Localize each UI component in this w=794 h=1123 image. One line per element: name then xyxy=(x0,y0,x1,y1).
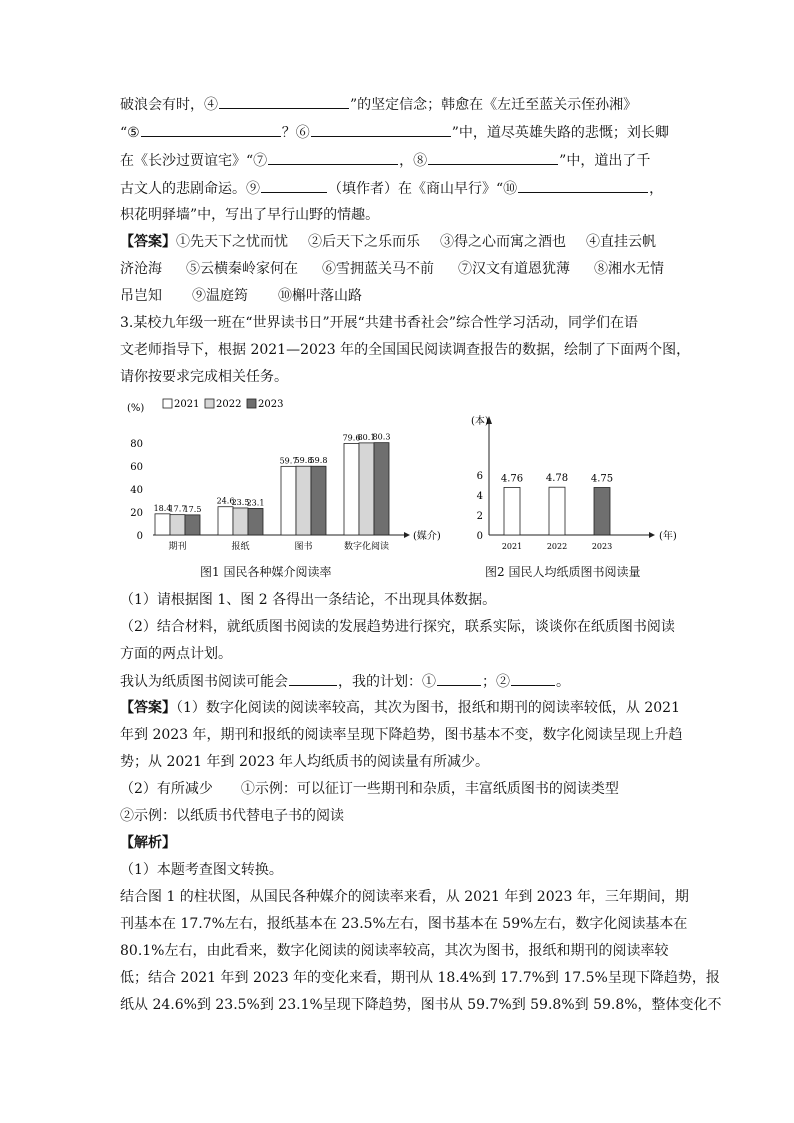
bar xyxy=(296,466,311,535)
answer-item: 济沧海 xyxy=(120,261,162,277)
answer-item: ⑦汉文有道恩犹薄 xyxy=(458,261,570,277)
poem-line-1 xyxy=(120,94,637,115)
blank-9[interactable] xyxy=(261,178,327,193)
text: ，⑧ xyxy=(399,153,428,169)
value-label: 4.78 xyxy=(545,473,569,485)
value-label: 17.5 xyxy=(183,504,202,514)
legend-swatch xyxy=(247,399,256,408)
x-axis-arrow xyxy=(649,532,655,538)
y-tick-label: 2 xyxy=(476,511,483,522)
blank-plan-2[interactable] xyxy=(511,671,555,686)
figure-1-chart xyxy=(115,395,445,555)
answer2-line-1 xyxy=(120,698,680,718)
value-label: 59.7 xyxy=(279,456,298,466)
y-axis-label: (本) xyxy=(471,416,489,427)
bar xyxy=(359,443,374,535)
value-label: 4.75 xyxy=(590,473,614,485)
task-2-line-1: （2）结合材料，就纸质图书阅读的发展趋势进行探究，联系实际，谈谈你在纸质图书阅读 xyxy=(120,619,675,635)
bar xyxy=(504,487,520,535)
text: 破浪会有时，④ xyxy=(120,97,218,113)
text: 在《长沙过贾谊宅》“⑦ xyxy=(120,153,268,169)
text: （填作者）在《商山早行》“⑩ xyxy=(328,181,518,197)
blank-5[interactable] xyxy=(141,122,281,137)
answer-item: ⑧湘水无情 xyxy=(594,261,664,277)
bar xyxy=(170,515,185,535)
y-tick-label: 6 xyxy=(476,471,483,482)
legend-label: 2023 xyxy=(258,399,284,410)
analysis-line-3: 刊基本在 17.7%左右，报纸基本在 23.5%左右，图书基本在 59%左右，数字化阅读基本在 xyxy=(120,916,688,932)
blank-7[interactable] xyxy=(268,150,398,165)
blank-6[interactable] xyxy=(311,122,451,137)
answer-item: ⑤云横秦岭家何在 xyxy=(186,261,298,277)
text: ；② xyxy=(482,674,510,690)
poem-line-5: 枳花明驿墙”中，写出了早行山野的情趣。 xyxy=(120,207,380,223)
answer1-line-3 xyxy=(120,286,362,306)
answer2-line-4: （2）有所减少 ①示例：可以征订一些期刊和杂质，丰富纸质图书的阅读类型 xyxy=(120,781,619,797)
value-label: 17.7 xyxy=(168,504,187,514)
x-tick-label: 期刊 xyxy=(168,542,187,552)
answer-item: ⑩槲叶落山路 xyxy=(278,288,362,304)
answer-item: ①先天下之忧而忧 xyxy=(176,234,288,250)
q3-line-1: 3.某校九年级一班在“世界读书日”开展“共建书香社会”综合性学习活动，同学们在语 xyxy=(120,315,638,331)
y-tick-label: 0 xyxy=(136,531,143,542)
blank-10[interactable] xyxy=(518,178,648,193)
text: 古文人的悲剧命运。⑨ xyxy=(120,181,260,197)
bar xyxy=(185,515,200,535)
answer2-line-5: ②示例：以纸质书代替电子书的阅读 xyxy=(120,808,344,824)
text: ，我的计划：① xyxy=(338,674,436,690)
answer-item: 吊岂知 xyxy=(120,288,162,304)
y-tick-label: 40 xyxy=(130,485,143,496)
answer-item: ⑨温庭筠 xyxy=(192,288,248,304)
text: ”的坚定信念；韩愈在《左迁至蓝关示侄孙湘》 xyxy=(350,97,638,113)
text: 我认为纸质图书阅读可能会 xyxy=(120,674,288,690)
x-tick-label: 数字化阅读 xyxy=(343,542,390,552)
answer-item: ③得之心而寓之酒也 xyxy=(440,234,566,250)
x-axis-label: (年) xyxy=(659,531,677,542)
text: ， xyxy=(649,181,664,197)
y-axis-label: (%) xyxy=(127,403,145,414)
bar xyxy=(594,488,610,536)
x-axis-arrow xyxy=(404,532,410,538)
bar xyxy=(374,443,389,535)
bar xyxy=(155,514,170,535)
analysis-line-2: 结合图 1 的柱状图，从国民各种媒介的阅读率来看，从 2021 年到 2023 年，三年期间，期 xyxy=(120,889,689,905)
answer-item: ⑥雪拥蓝关马不前 xyxy=(322,261,434,277)
bar xyxy=(344,443,359,535)
x-tick-label: 2023 xyxy=(591,542,613,551)
value-label: 79.6 xyxy=(342,433,361,443)
bar xyxy=(248,508,263,535)
bar xyxy=(218,507,233,535)
blank-trend[interactable] xyxy=(289,671,337,686)
answer2-line-2: 年到 2023 年，期刊和报纸的阅读率呈现下降趋势，图书基本不变，数字化阅读呈现上升趋 xyxy=(120,727,683,743)
analysis-line-6: 纸从 24.6%到 23.5%到 23.1%呈现下降趋势，图书从 59.7%到 59.8%到 59.8%，整体变化不 xyxy=(120,997,722,1013)
value-label: 23.1 xyxy=(246,498,265,508)
blank-4[interactable] xyxy=(219,94,349,109)
analysis-line-1: （1）本题考查图文转换。 xyxy=(120,862,283,878)
bar xyxy=(233,508,248,535)
figure-2-caption: 图2 国民人均纸质图书阅读量 xyxy=(485,565,641,579)
answer2-line-3: 势；从 2021 年到 2023 年人均纸质书的阅读量有所减少。 xyxy=(120,754,490,770)
analysis-label: 【解析】 xyxy=(120,835,176,851)
text: ？⑥ xyxy=(281,125,310,141)
answer-item: ④直挂云帆 xyxy=(586,234,656,250)
bar xyxy=(549,487,565,535)
y-tick-label: 20 xyxy=(130,508,143,519)
legend-label: 2022 xyxy=(216,399,242,410)
value-label: 59.8 xyxy=(309,456,328,466)
value-label: 80.3 xyxy=(372,432,391,442)
y-tick-label: 4 xyxy=(476,491,483,502)
x-tick-label: 2021 xyxy=(501,542,523,551)
x-tick-label: 图书 xyxy=(294,542,313,552)
value-label: 59.8 xyxy=(294,456,313,466)
task-2-line-2: 方面的两点计划。 xyxy=(120,646,232,662)
poem-line-2 xyxy=(120,122,669,143)
value-label: 4.76 xyxy=(500,473,524,485)
x-tick-label: 报纸 xyxy=(231,542,250,552)
analysis-line-4: 80.1%左右，由此看来，数字化阅读的阅读率较高，其次为图书，报纸和期刊的阅读率较 xyxy=(120,943,669,959)
legend-swatch xyxy=(205,399,214,408)
bar xyxy=(281,466,296,535)
legend-swatch xyxy=(163,399,172,408)
task-1: （1）请根据图 1、图 2 各得出一条结论，不出现具体数据。 xyxy=(120,592,497,608)
legend-label: 2021 xyxy=(174,399,200,410)
x-tick-label: 2022 xyxy=(546,542,568,551)
text: 。 xyxy=(556,674,570,690)
value-label: 23.5 xyxy=(231,497,250,507)
blank-8[interactable] xyxy=(428,150,558,165)
q3-line-2: 文老师指导下，根据 2021—2023 年的全国国民阅读调查报告的数据，绘制了下面两个图， xyxy=(120,342,691,358)
blank-plan-1[interactable] xyxy=(437,671,481,686)
y-tick-label: 60 xyxy=(130,462,143,473)
y-tick-label: 80 xyxy=(130,439,143,450)
task-3 xyxy=(120,671,570,692)
answer1-line-1 xyxy=(120,232,656,252)
text: （1）数字化阅读的阅读率较高，其次为图书，报纸和期刊的阅读率较低，从 2021 xyxy=(176,700,680,716)
answer-label: 【答案】 xyxy=(120,700,176,716)
text: “⑤ xyxy=(120,125,140,141)
y-tick-label: 0 xyxy=(476,531,483,542)
poem-line-3 xyxy=(120,150,650,171)
value-label: 24.6 xyxy=(216,496,235,506)
answer1-line-2 xyxy=(120,259,664,279)
analysis-line-5: 低；结合 2021 年到 2023 年的变化来看，期刊从 18.4%到 17.7%到 17.5%呈现下降趋势，报 xyxy=(120,970,720,986)
bar xyxy=(311,466,326,535)
value-label: 80.1 xyxy=(357,432,376,442)
figure-1-caption: 图1 国民各种媒介阅读率 xyxy=(200,565,332,579)
x-axis-label: (媒介) xyxy=(413,531,441,542)
text: ”中，道尽英雄失路的悲慨；刘长卿 xyxy=(451,125,669,141)
answer-item: ②后天下之乐而乐 xyxy=(308,234,420,250)
value-label: 18.4 xyxy=(153,503,172,513)
figure-2-chart xyxy=(465,410,685,555)
poem-line-4 xyxy=(120,178,663,199)
answer-label: 【答案】 xyxy=(120,234,176,250)
q3-line-3: 请你按要求完成相关任务。 xyxy=(120,369,288,385)
text: ”中，道出了千 xyxy=(559,153,651,169)
